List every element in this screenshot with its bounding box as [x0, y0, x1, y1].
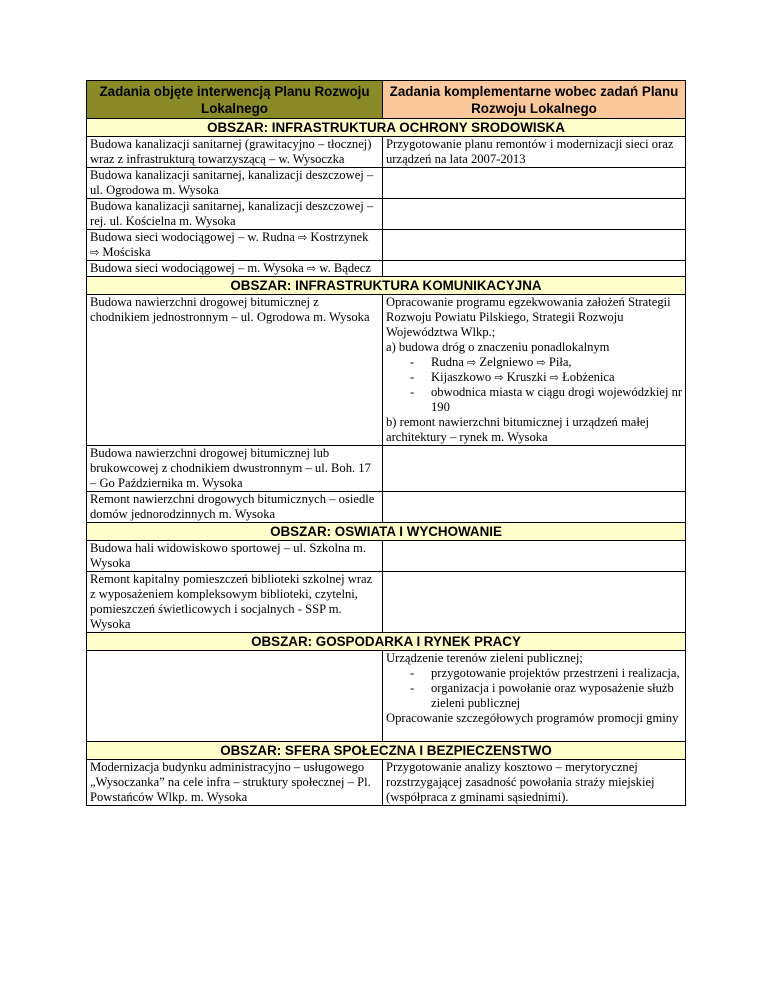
task-text: Urządzenie terenów zieleni publicznej; — [386, 651, 583, 665]
cell-left — [87, 492, 383, 523]
right-arrow-outline-icon: ⇨ — [306, 262, 317, 275]
cell-right — [383, 572, 686, 633]
task-text: Budowa nawierzchni drogowej bitumicznej z chodnikiem jednostronnym – ul. Ogrodowa m. Wysoka — [90, 295, 370, 324]
list-item — [386, 355, 683, 370]
cell-right — [383, 168, 686, 199]
task-text — [90, 261, 380, 276]
section-title-transport: OBSZAR: INFRASTRUKTURA KOMUNIKACYJNA — [87, 277, 686, 295]
task-text: a) budowa dróg o znaczeniu ponadlokalnym — [386, 340, 610, 354]
task-text: Remont nawierzchni drogowych bitumicznych – osiedle domów jednorodzinnych m. Wysoka — [90, 492, 375, 521]
cell-left — [87, 137, 383, 168]
right-arrow-outline-icon: ⇨ — [494, 371, 504, 384]
cell-left — [87, 230, 383, 261]
dash-marker: - — [410, 666, 415, 680]
task-text — [90, 230, 380, 260]
list-item — [386, 666, 683, 681]
text-part: obwodnica miasta w ciągu drogi wojewódzkiej nr 190 — [431, 385, 683, 414]
cell-left — [87, 199, 383, 230]
section-title-environment: OBSZAR: INFRASTRUKTURA OCHRONY SRODOWISKA — [87, 119, 686, 137]
right-arrow-outline-icon: ⇨ — [90, 246, 100, 259]
text-part: Kostrzynek — [310, 230, 369, 244]
task-text: Przygotowanie planu remontów i modernizacji sieci oraz urządzeń na lata 2007-2013 — [386, 137, 674, 166]
section-title-economy: OBSZAR: GOSPODARKA I RYNEK PRACY — [87, 633, 686, 651]
right-arrow-outline-icon: ⇨ — [298, 231, 308, 244]
task-text: Budowa kanalizacji sanitarnej (grawitacyjno – tłocznej) wraz z infrastrukturą towarzyszącą – w. Wysoczka — [90, 137, 372, 166]
table-row — [87, 492, 686, 523]
cell-left — [87, 541, 383, 572]
list-item — [386, 681, 683, 711]
table-row — [87, 760, 686, 806]
text-part: Rudna — [431, 355, 464, 369]
task-text: b) remont nawierzchni bitumicznej i urządzeń małej architektury – rynek m. Wysoka — [386, 415, 649, 444]
cell-right — [383, 446, 686, 492]
cell-left — [87, 446, 383, 492]
section-title-social: OBSZAR: SFERA SPOŁECZNA I BEZPIECZENSTWO — [87, 742, 686, 760]
table-row — [87, 137, 686, 168]
right-arrow-outline-icon: ⇨ — [536, 356, 546, 369]
text-part: Piła, — [548, 355, 572, 369]
task-text: Budowa nawierzchni drogowej bitumicznej lub brukowcowej z chodnikiem dwustronnym – ul. Boh. 17 – Go Października m. Wysoka — [90, 446, 371, 490]
cell-left — [87, 295, 383, 446]
list-item — [386, 385, 683, 415]
task-text: Przygotowanie analizy kosztowo – merytorycznej rozstrzygającej zasadność powołania straży miejskiej (współpraca z gminami sąsiednimi). — [386, 760, 655, 804]
text-part: Budowa sieci wodociągowej – m. Wysoka — [90, 261, 304, 275]
task-text: Budowa hali widowiskowo sportowej – ul. Szkolna m. Wysoka — [90, 541, 366, 570]
task-text: Budowa kanalizacji sanitarnej, kanalizacji deszczowej – ul. Ogrodowa m. Wysoka — [90, 168, 374, 197]
section-row — [87, 277, 686, 295]
cell-right — [383, 651, 686, 742]
spacer — [386, 726, 683, 741]
list-item — [386, 370, 683, 385]
task-text: Modernizacja budynku administracyjno – usługowego „Wysoczanka” na cele infra – struktury społecznej – Pl. Powstańców Wlkp. m. Wysoka — [90, 760, 371, 804]
section-row — [87, 119, 686, 137]
table-row — [87, 541, 686, 572]
table-row — [87, 295, 686, 446]
dash-marker: - — [410, 355, 415, 369]
cell-right — [383, 492, 686, 523]
dash-marker: - — [410, 370, 415, 384]
text-part: Mościska — [102, 245, 151, 259]
section-row — [87, 523, 686, 541]
cell-left — [87, 168, 383, 199]
text-part: Łobżenica — [562, 370, 615, 384]
table-row — [87, 572, 686, 633]
text-part: w. Bądecz — [319, 261, 371, 275]
cell-left — [87, 651, 383, 742]
task-text: Opracowanie szczegółowych programów promocji gminy — [386, 711, 679, 725]
text-part: Kruszki — [506, 370, 547, 384]
cell-right — [383, 199, 686, 230]
table-row — [87, 651, 686, 742]
right-arrow-outline-icon: ⇨ — [549, 371, 559, 384]
cell-left — [87, 572, 383, 633]
text-part: przygotowanie projektów przestrzeni i realizacja, — [431, 666, 680, 680]
task-text: Budowa kanalizacji sanitarnej, kanalizacji deszczowej – rej. ul. Kościelna m. Wysoka — [90, 199, 374, 228]
table-row — [87, 261, 686, 277]
text-part: Kijaszkowo — [431, 370, 492, 384]
task-text: Opracowanie programu egzekwowania założeń Strategii Rozwoju Powiatu Pilskiego, Strategii Rozwoju Województwa Wlkp.; — [386, 295, 671, 339]
greenery-list — [386, 666, 683, 711]
section-row — [87, 633, 686, 651]
text-part: organizacja i powołanie oraz wyposażenie służb zieleni publicznej — [431, 681, 674, 710]
cell-right — [383, 137, 686, 168]
dash-marker: - — [410, 385, 415, 399]
right-arrow-outline-icon: ⇨ — [467, 356, 477, 369]
cell-right — [383, 230, 686, 261]
header-left: Zadania objęte interwencją Planu Rozwoju Lokalnego — [87, 81, 383, 119]
cell-left — [87, 261, 383, 277]
table-row — [87, 168, 686, 199]
section-title-education: OBSZAR: OSWIATA I WYCHOWANIE — [87, 523, 686, 541]
table-header-row — [87, 81, 686, 119]
task-text: Remont kapitalny pomieszczeń biblioteki szkolnej wraz z wyposażeniem kompleksowym biblioteki, czytelni, pomieszczeń świetlicowych i socjalnych - SSP m. Wysoka — [90, 572, 373, 631]
cell-right — [383, 261, 686, 277]
cell-left — [87, 760, 383, 806]
table-row — [87, 230, 686, 261]
section-row — [87, 742, 686, 760]
route-list — [386, 355, 683, 415]
cell-right — [383, 541, 686, 572]
cell-right — [383, 295, 686, 446]
text-part: Budowa sieci wodociągowej – w. Rudna — [90, 230, 295, 244]
table-row — [87, 446, 686, 492]
cell-right — [383, 760, 686, 806]
dash-marker: - — [410, 681, 415, 695]
table-row — [87, 199, 686, 230]
plan-table — [86, 80, 686, 806]
header-right: Zadania komplementarne wobec zadań Planu Rozwoju Lokalnego — [383, 81, 686, 119]
text-part: Zelgniewo — [479, 355, 534, 369]
